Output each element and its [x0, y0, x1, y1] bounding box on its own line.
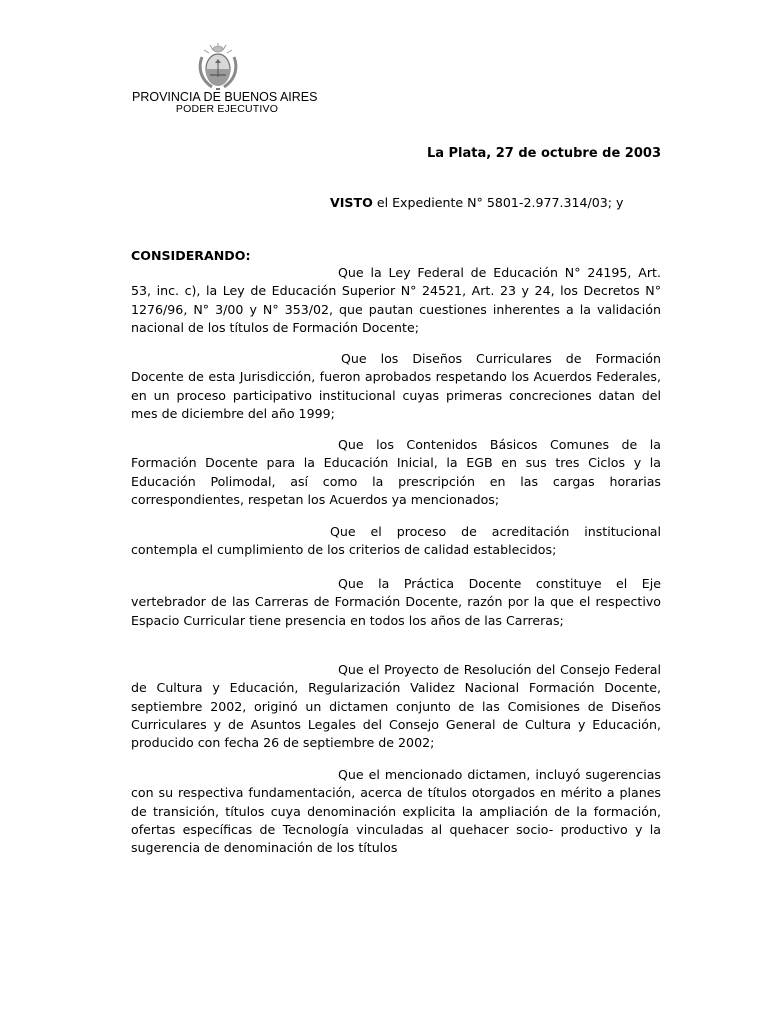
visto-line — [330, 195, 670, 210]
paragraph: Que la Práctica Docente constituye el Eje vertebrador de las Carreras de Formación Docente, razón por la que el respectivo Espacio Curricular tiene presencia en todos los años de las Carreras; — [131, 576, 661, 628]
paragraph: Que la Ley Federal de Educación N° 24195, Art. 53, inc. c), la Ley de Educación Superior N° 24521, Art. 23 y 24, los Decretos N° 1276/96, N° 3/00 y N° 353/02, que pautan cuestiones inherentes a la validación nacional de los títulos de Formación Docente; — [131, 265, 661, 335]
paragraph: Que el proceso de acreditación institucional contempla el cumplimiento de los criterios de calidad establecidos; — [131, 524, 661, 558]
branch-heading: PODER EJECUTIVO — [175, 103, 279, 115]
visto-text: el Expediente N° 5801-2.977.314/03; y — [372, 195, 624, 210]
visto-label: VISTO — [330, 195, 373, 210]
place-date: La Plata, 27 de octubre de 2003 — [426, 146, 661, 161]
considerando-heading: CONSIDERANDO: — [131, 248, 251, 263]
province-heading: PROVINCIA DE BUENOS AIRES — [132, 90, 318, 104]
paragraph: Que el Proyecto de Resolución del Consejo Federal de Cultura y Educación, Regularización Validez Nacional Formación Docente, septiembre 2002, originó un dictamen conjunto de las Comisiones de Diseños Curriculares y de Asuntos Legales del Consejo General de Cultura y Educación, producido con fecha 26 de septiembre de 2002; — [131, 662, 661, 751]
paragraph: Que los Contenidos Básicos Comunes de la Formación Docente para la Educación Inicial, la EGB en sus tres Ciclos y la Educación Polimodal, así como la prescripción en las cargas horarias correspondientes, respetan los Acuerdos ya mencionados; — [131, 437, 661, 507]
paragraph: Que los Diseños Curriculares de Formación Docente de esta Jurisdicción, fueron aprobados respetando los Acuerdos Federales, en un proceso participativo institucional cuyas primeras concreciones datan del mes de diciembre del año 1999; — [131, 351, 661, 421]
coat-of-arms-icon — [196, 41, 240, 91]
paragraph: Que el mencionado dictamen, incluyó sugerencias con su respectiva fundamentación, acerca de títulos otorgados en mérito a planes de transición, títulos cuya denominación explicita la ampliación de la formación, ofertas específicas de Tecnología vinculadas al quehacer socio- productivo y la sugerencia de denominación de los títulos — [131, 767, 661, 856]
